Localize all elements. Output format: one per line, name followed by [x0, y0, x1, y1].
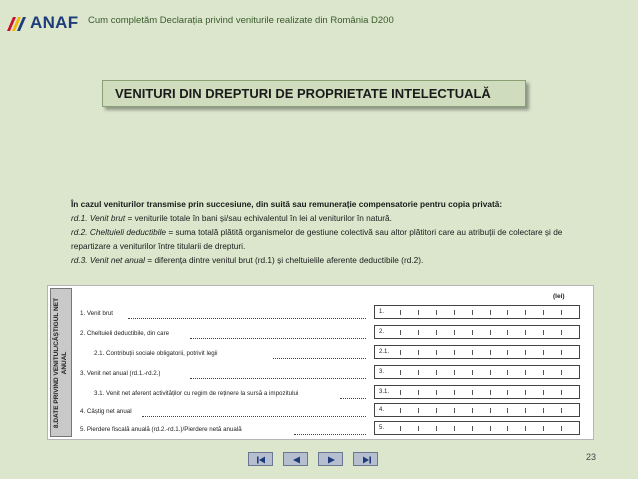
value-field[interactable] — [374, 421, 580, 435]
digit-ticks — [400, 386, 579, 398]
first-slide-button[interactable] — [248, 452, 273, 466]
digit-ticks — [400, 366, 579, 378]
rd2-term: Cheltuieli deductibile — [89, 227, 167, 237]
prev-icon — [284, 453, 309, 467]
row-code: 1. — [379, 309, 385, 315]
leader-dots — [190, 330, 366, 339]
leader-dots — [294, 426, 366, 435]
rd3-code: rd.3. — [71, 255, 88, 265]
section-title: VENITURI DIN DREPTURI DE PROPRIETATE INTELECTUALĂ — [115, 86, 491, 101]
rd2-code: rd.2. — [71, 227, 88, 237]
page-number: 23 — [586, 452, 597, 462]
declaration-form-excerpt — [47, 285, 594, 440]
row-code: 4. — [379, 407, 385, 413]
rd1-term: Venit brut — [89, 213, 126, 223]
row-label: 5. Pierdere fiscală anuală (rd.2.-rd.1.)/Pierdere netă anuală — [80, 426, 242, 433]
rd1-paragraph — [71, 211, 591, 225]
row-code: 3.1. — [379, 389, 390, 395]
row-code: 3. — [379, 369, 385, 375]
leader-dots — [142, 408, 366, 417]
anaf-logo — [6, 13, 78, 33]
top-bar — [0, 0, 638, 44]
digit-ticks — [400, 346, 579, 358]
section-banner — [102, 80, 526, 107]
anaf-emblem-icon — [6, 14, 28, 32]
digit-ticks — [400, 326, 579, 338]
explanation-text — [71, 197, 591, 267]
rd3-term: Venit net anual — [89, 255, 145, 265]
rd1-code: rd.1. — [71, 213, 88, 223]
row-label: 2.1. Contribuții sociale obligatorii, potrivit legii — [94, 350, 218, 357]
currency-label: (lei) — [553, 293, 565, 300]
logo-text: ANAF — [30, 13, 79, 32]
row-label: 3. Venit net anual (rd.1.-rd.2.) — [80, 370, 161, 377]
value-field[interactable] — [374, 345, 580, 359]
form-section-title: 8.DATE PRIVIND VENITUL/CÂȘTIGUL NET ANUAL — [53, 297, 68, 428]
row-label: 3.1. Venit net aferent activităților cu regim de reținere la sursă a impozitului — [94, 390, 299, 397]
presentation-title: Cum completăm Declarația privind veniturile realizate din România D200 — [88, 15, 394, 26]
leader-dots — [340, 390, 366, 399]
rd1-text: = veniturile totale în bani și/sau echivalentul în lei al veniturilor în natură. — [125, 213, 392, 223]
first-icon — [249, 453, 274, 467]
leader-dots — [190, 370, 366, 379]
value-field[interactable] — [374, 385, 580, 399]
digit-ticks — [400, 404, 579, 416]
row-code: 2.1. — [379, 349, 390, 355]
digit-ticks — [400, 422, 579, 434]
form-section-header — [50, 288, 72, 437]
row-label: 4. Câștig net anual — [80, 408, 132, 415]
next-slide-button[interactable] — [318, 452, 343, 466]
rd2-text: = suma totală plătită organismelor de gestiune colectivă sau altor plătitori care au atribuții de colectare și de repartizare a veniturilor între titularii de drepturi. — [71, 227, 563, 251]
rd2-paragraph — [71, 225, 591, 253]
last-slide-button[interactable] — [353, 452, 378, 466]
value-field[interactable] — [374, 365, 580, 379]
leader-dots — [128, 310, 366, 319]
value-field[interactable] — [374, 403, 580, 417]
intro-paragraph: În cazul veniturilor transmise prin succesiune, din suită sau remunerație compensatorie pentru copia privată: — [71, 199, 503, 209]
next-icon — [319, 453, 344, 467]
digit-ticks — [400, 306, 579, 318]
last-icon — [354, 453, 379, 467]
row-code: 2. — [379, 329, 385, 335]
value-field[interactable] — [374, 325, 580, 339]
previous-slide-button[interactable] — [283, 452, 308, 466]
row-label: 1. Venit brut — [80, 310, 114, 317]
leader-dots — [273, 350, 366, 359]
row-code: 5. — [379, 425, 385, 431]
rd3-text: = diferența dintre venitul brut (rd.1) și cheltuielile aferente deductibile (rd.2). — [144, 255, 424, 265]
rd3-paragraph — [71, 253, 591, 267]
value-field[interactable] — [374, 305, 580, 319]
row-label: 2. Cheltuieli deductibile, din care — [80, 330, 170, 337]
